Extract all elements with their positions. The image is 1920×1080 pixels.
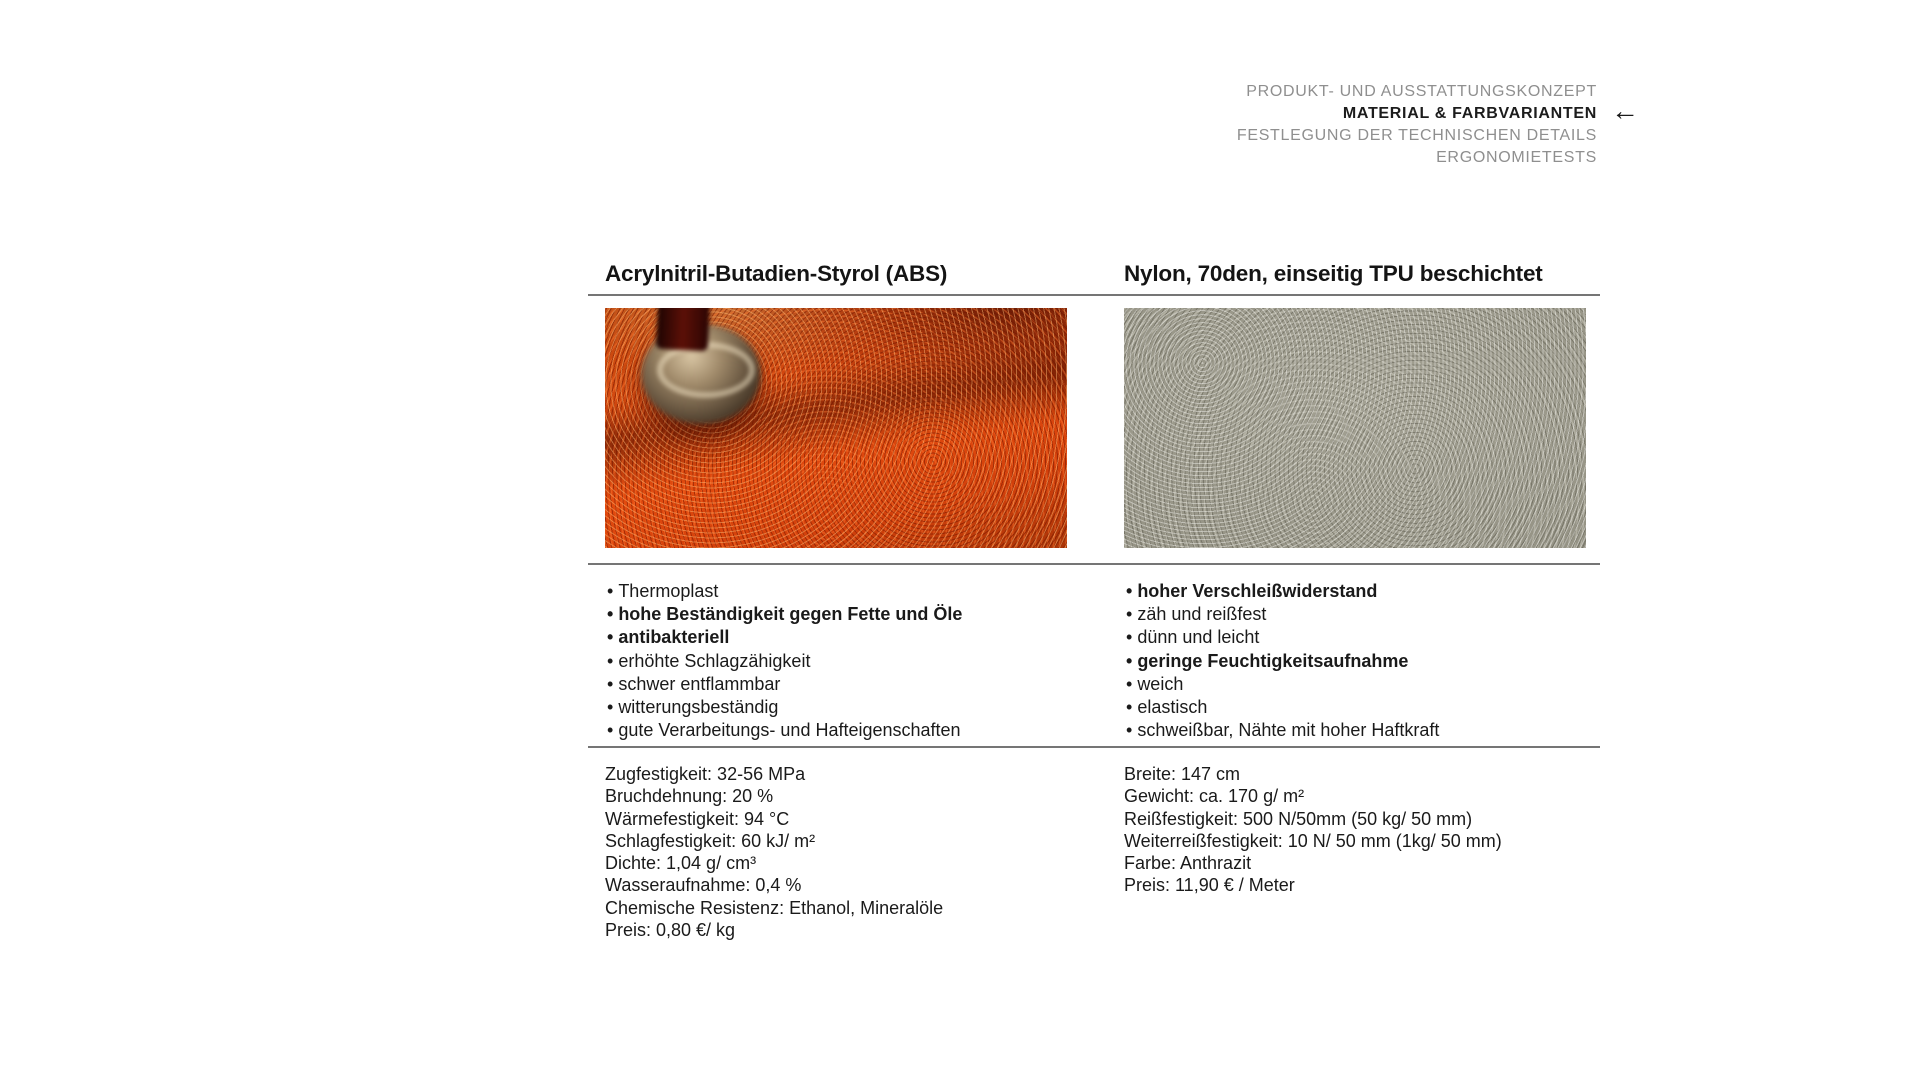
property-item: • gute Verarbeitungs- und Hafteigenschaften — [607, 719, 962, 742]
property-item: • witterungsbeständig — [607, 696, 962, 719]
spec-line: Preis: 11,90 € / Meter — [1124, 875, 1295, 896]
property-item: • Thermoplast — [607, 580, 962, 603]
nav-item[interactable]: PRODUKT- UND AUSSTATTUNGSKONZEPT — [1246, 83, 1597, 100]
metal-nozzle-ring — [657, 342, 755, 398]
nylon-title: Nylon, 70den, einseitig TPU beschichtet — [1124, 261, 1543, 286]
abs-material-photo — [605, 308, 1067, 548]
property-item: • weich — [1126, 673, 1439, 696]
property-item: • zäh und reißfest — [1126, 603, 1439, 626]
spec-line: Preis: 0,80 €/ kg — [605, 920, 736, 941]
column-abs — [605, 0, 1067, 1080]
abs-specs — [605, 763, 943, 941]
spec-line: Farbe: Anthrazit — [1124, 853, 1252, 874]
property-item: • geringe Feuchtigkeitsaufnahme — [1126, 650, 1439, 673]
spec-line: Bruchdehnung: 20 % — [605, 786, 774, 807]
spec-line: Weiterreißfestigkeit: 10 N/ 50 mm (1kg/ 50 mm) — [1124, 830, 1502, 851]
nav-item[interactable]: FESTLEGUNG DER TECHNISCHEN DETAILS — [1236, 127, 1597, 144]
property-item: • hoher Verschleißwiderstand — [1126, 580, 1439, 603]
nav-item[interactable]: ERGONOMIETESTS — [1436, 149, 1597, 166]
nylon-material-photo — [1124, 308, 1586, 548]
property-item: • antibakteriell — [607, 626, 962, 649]
content-sheet — [588, 0, 1600, 1080]
spec-line: Zugfestigkeit: 32-56 MPa — [605, 764, 806, 784]
nylon-properties-list — [1126, 580, 1439, 742]
property-item: • schwer entflammbar — [607, 673, 962, 696]
nav-item[interactable]: MATERIAL & FARBVARIANTEN — [1342, 105, 1597, 122]
abs-title: Acrylnitril-Butadien-Styrol (ABS) — [605, 261, 948, 286]
spec-line: Dichte: 1,04 g/ cm³ — [605, 853, 757, 874]
property-item: • elastisch — [1126, 696, 1439, 719]
spec-line: Wasseraufnahme: 0,4 % — [605, 875, 802, 896]
nylon-specs — [1124, 763, 1502, 897]
abs-properties-list — [607, 580, 962, 742]
property-item: • schweißbar, Nähte mit hoher Haftkraft — [1126, 719, 1439, 742]
spec-line: Breite: 147 cm — [1124, 764, 1241, 784]
property-item: • hohe Beständigkeit gegen Fette und Öle — [607, 603, 962, 626]
spec-line: Wärmefestigkeit: 94 °C — [605, 808, 790, 829]
spec-line: Chemische Resistenz: Ethanol, Mineralöle — [605, 897, 944, 918]
column-nylon — [1124, 0, 1586, 1080]
nozzle-rod — [656, 308, 711, 351]
spec-line: Gewicht: ca. 170 g/ m² — [1124, 786, 1305, 807]
spec-line: Reißfestigkeit: 500 N/50mm (50 kg/ 50 mm) — [1124, 808, 1473, 829]
spec-line: Schlagfestigkeit: 60 kJ/ m² — [605, 830, 816, 851]
property-item: • dünn und leicht — [1126, 626, 1439, 649]
active-section-arrow-icon: ← — [1611, 95, 1639, 126]
property-item: • erhöhte Schlagzähigkeit — [607, 650, 962, 673]
